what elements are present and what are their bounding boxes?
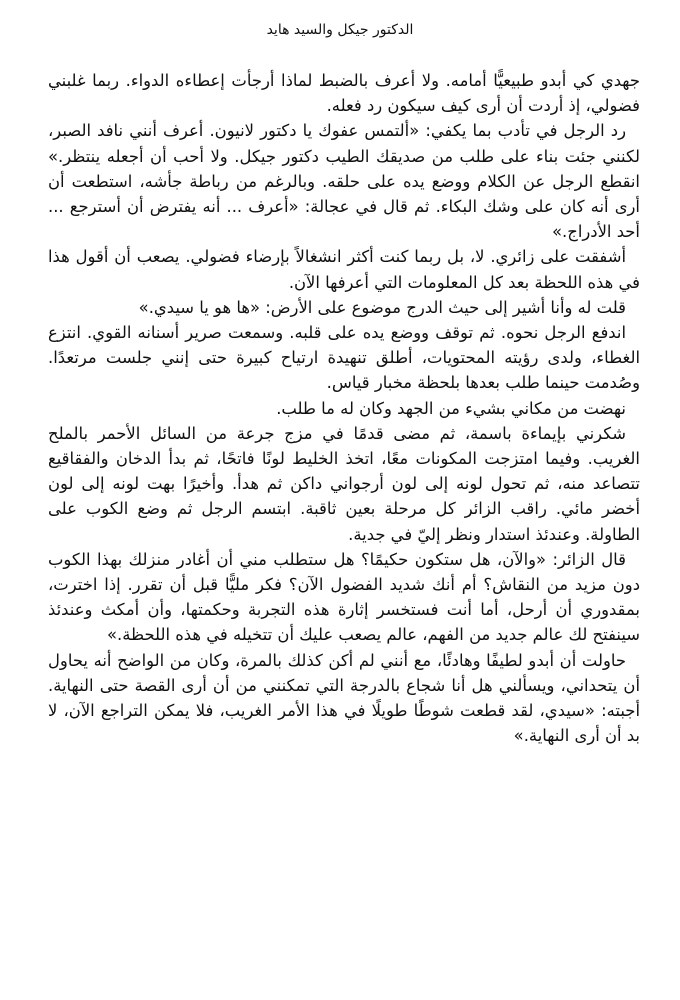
paragraph: نهضت من مكاني بشيء من الجهد وكان له ما طلب.: [276, 398, 626, 418]
paragraph: قلت له وأنا أشير إلى حيث الدرج موضوع على الأرض: «ها هو يا سيدي.»: [138, 297, 626, 317]
body-text: [48, 68, 640, 748]
paragraph: أشفقت على زائري. لا، بل ربما كنت أكثر انشغالاً بإرضاء فضولي. يصعب أن أقول هذا في هذه اللحظة بعد كل المعلومات التي أعرفها الآن.: [48, 247, 640, 292]
paragraph: قال الزائر: «والآن، هل ستكون حكيمًا؟ هل ستطلب مني أن أغادر منزلك بهذا الكوب دون مزيد من النقاش؟ أم أنك شديد الفضول الآن؟ فكر مليًّا قبل أن تقرر. إذا اخترت، بمقدوري أن أرحل، أما أنت فستخسر إثارة هذه التجربة وحكمتها، وأن أمكث وعندئذ سينفتح لك عالم جديد من الفهم، عالم يصعب عليك أن تتخيله في هذه اللحظة.»: [48, 549, 640, 645]
paragraph: اندفع الرجل نحوه. ثم توقف ووضع يده على قلبه. وسمعت صرير أسنانه القوي. انتزع الغطاء، ولدى رؤيته المحتويات، أطلق تنهيدة ارتياح كبيرة حتى إنني جلست مرتعدًا. وصُدمت حينما طلب بعدها بلحظة مخبار قياس.: [48, 323, 640, 393]
paragraph: رد الرجل في تأدب بما يكفي: «ألتمس عفوك يا دكتور لانيون. أعرف أنني نافد الصبر، لكنني جئت بناء على طلب من صديقك الطيب دكتور جيكل. ولا أحب أن أجعله ينتظر.» انقطع الرجل عن الكلام ووضع يده على حلقه. وبالرغم من رباطة جأشه، استطعت أن أرى أنه كان على وشك البكاء. ثم قال في عجالة: «أعرف ... أنه يفترض أن أسترجع ... أحد الأدراج.»: [48, 121, 640, 242]
paragraph: شكرني بإيماءة باسمة، ثم مضى قدمًا في مزج جرعة من السائل الأحمر بالملح الغريب. وفيما امتزجت المكونات معًا، اتخذ الخليط لونًا فاتحًا، ثم بدأ الدخان والفقاقيع تتصاعد منه، ثم تحول لونه إلى لون أرجواني داكن ثم هدأ. وأخيرًا بهت لونه إلى لون أخضر مائي. راقب الزائر كل مرحلة بعين ثاقبة. ابتسم الرجل ثم وضع الكوب على الطاولة. وعندئذ استدار ونظر إليّ في جدية.: [48, 423, 640, 544]
paragraph: جهدي كي أبدو طبيعيًّا أمامه. ولا أعرف بالضبط لماذا أرجأت إعطاءه الدواء. ربما غلبني فضولي، إذ أردت أن أرى كيف سيكون رد فعله.: [48, 71, 640, 116]
running-header: الدكتور جيكل والسيد هايد: [266, 22, 414, 38]
paragraph: حاولت أن أبدو لطيفًا وهادئًا، مع أنني لم أكن كذلك بالمرة، وكان من الواضح أنه يحاول أن يتحداني، ويسألني هل أنا شجاع بالدرجة التي تمكنني من أن أرى القصة حتى النهاية. أجبته: «سيدي، لقد قطعت شوطًا طويلًا في هذا الأمر الغريب، فلا يمكن التراجع الآن، لا بد أن أرى النهاية.»: [48, 650, 640, 746]
